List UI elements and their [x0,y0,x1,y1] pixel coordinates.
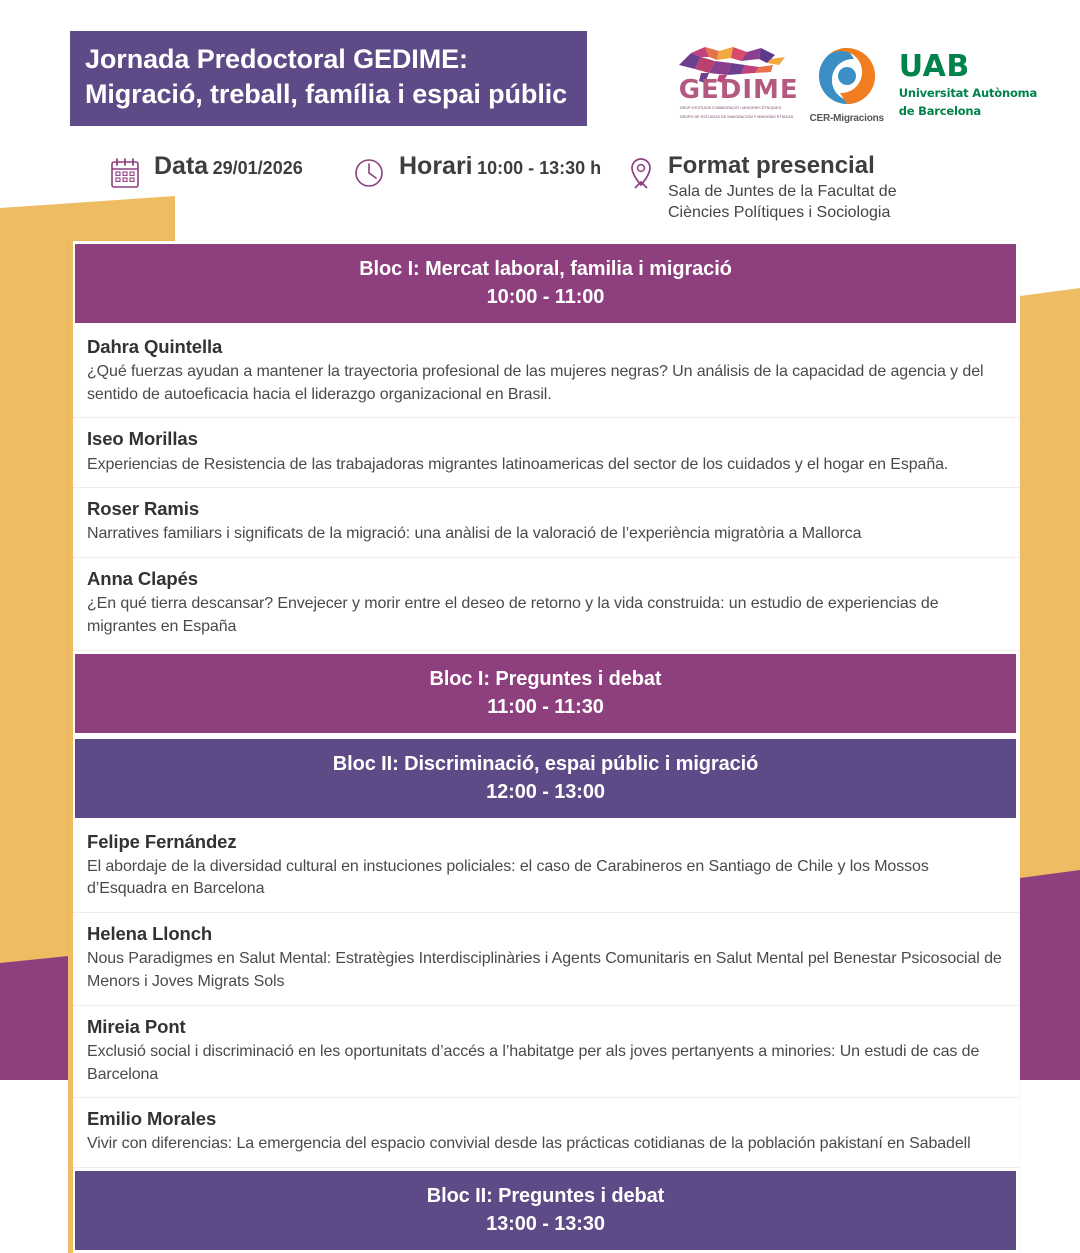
meta-item-location [628,153,1040,224]
talk-speaker: Mireia Pont [87,1015,186,1037]
time-label: Horari [399,151,473,180]
talk-title: ¿En qué tierra descansar? Envejecer y morir entre el deseo de retorno y la vida construida: un estudio de experiencias de migrantes en España [87,595,939,635]
talk-entry [73,821,1019,914]
uab-logo [898,49,1037,118]
calendar-icon [110,157,140,194]
date-value: 29/01/2026 [212,157,303,178]
location-value [668,181,897,224]
bloc-header [73,651,1019,736]
cer-migracions-logo [809,45,885,124]
talk-title: Experiencias de Resistencia de las trabajadoras migrantes latinoamericas del sector de los cuidados y el hogar en España. [87,455,949,473]
time-value: 10:00 - 13:30 h [477,157,602,178]
bloc-header [73,736,1019,821]
bloc-time: 11:00 - 11:30 [487,695,604,718]
poster-header [0,0,1080,126]
cer-spiral-icon [816,45,878,107]
page-title [70,31,587,126]
schedule-card [68,241,1019,1253]
talk-speaker: Roser Ramis [87,498,200,520]
talk-title: Exclusió social i discriminació en les oportunitats d’accés a l’habitatge per als joves pertanyents a minories: Un estudi de cas de Barcelona [87,1042,980,1083]
talk-speaker: Emilio Morales [87,1108,217,1130]
location-value-line-1: Sala de Juntes de la Facultat de [668,182,897,200]
talk-speaker: Iseo Morillas [87,428,198,450]
bloc-title: Bloc I: Mercat laboral, familia i migració [359,257,732,280]
talk-title: El abordaje de la diversidad cultural en instuciones policiales: el caso de Carabineros en Santiago de Chile y los Mossos d’Esquadra en Barcelona [87,857,929,898]
cer-wordmark: CER-Migracions [809,113,884,124]
uab-wordmark: UAB [898,49,970,84]
location-pin-icon [628,157,654,196]
bloc-title: Bloc II: Discriminació, espai públic i migració [332,752,759,775]
bloc-title: Bloc I: Preguntes i debat [429,667,662,690]
date-label: Data [154,151,209,180]
gedime-subtitle-line-1: GRUP D'ESTUDIS D'IMMIGRACIÓ I MINORIES ÈTNIQUES [679,106,782,110]
bloc-header [73,241,1019,326]
talk-title: Nous Paradigmes en Salut Mental: Estratègies Interdisciplinàries i Agents Comunitaris en Salut Mental pel Benestar Psicosocial de Menors i Joves Migrats Sols [87,950,1002,991]
talk-entry [73,488,1019,558]
talk-title: Narratives familiars i significats de la migració: una anàlisi de la valoració de l’experiència migratòria a Mallorca [87,525,862,543]
gedime-wordmark: GEDIME [678,75,799,105]
talk-speaker: Felipe Fernández [87,830,237,852]
meta-item-date [110,153,353,194]
page-title-line-2: Migració, treball, família i espai públic [85,79,568,110]
clock-icon [353,157,385,194]
bloc-time: 10:00 - 11:00 [486,285,605,308]
location-value-line-2: Ciències Polítiques i Sociologia [668,204,891,222]
bloc-header [73,1168,1019,1253]
bloc-time: 13:00 - 13:30 [486,1213,605,1236]
talk-entry [73,558,1019,651]
talk-speaker: Dahra Quintella [87,335,223,357]
talk-title: Vivir con diferencias: La emergencia del espacio convivial desde las prácticas cotidianas de la población pakistaní en Sabadell [87,1135,971,1153]
bloc-time: 12:00 - 13:00 [486,780,605,803]
decorative-shape-purple-right [1020,870,1080,1080]
uab-subtitle-line-1: Universitat Autònoma [898,85,1037,100]
talk-entry [73,913,1019,1006]
logo-group [675,43,1037,124]
gedime-subtitle-line-2: GRUPO DE ESTUDIOS DE INMIGRACIÓN Y MINORÍAS ÉTNICAS [679,114,794,119]
talk-entry [73,418,1019,488]
page-title-line-1: Jornada Predoctoral GEDIME: [85,44,468,74]
meta-item-time [353,153,628,194]
event-meta-row [0,153,1080,224]
decorative-shape-yellow-right [1020,288,1080,890]
talk-entry [73,1098,1019,1168]
talk-speaker: Anna Clapés [87,568,198,590]
gedime-logo [675,43,799,120]
talk-entry [73,326,1019,419]
talk-entry [73,1006,1019,1099]
location-label: Format presencial [668,151,875,179]
talk-speaker: Helena Llonch [87,923,213,945]
bloc-title: Bloc II: Preguntes i debat [426,1185,665,1208]
uab-subtitle-line-2: de Barcelona [898,103,981,118]
talk-title: ¿Qué fuerzas ayudan a mantener la trayectoria profesional de las mujeres negras? Un análisis de la capacidad de agencia y del sentido de autoeficacia hacia el liderazgo organizacional en Brasil. [87,362,984,403]
